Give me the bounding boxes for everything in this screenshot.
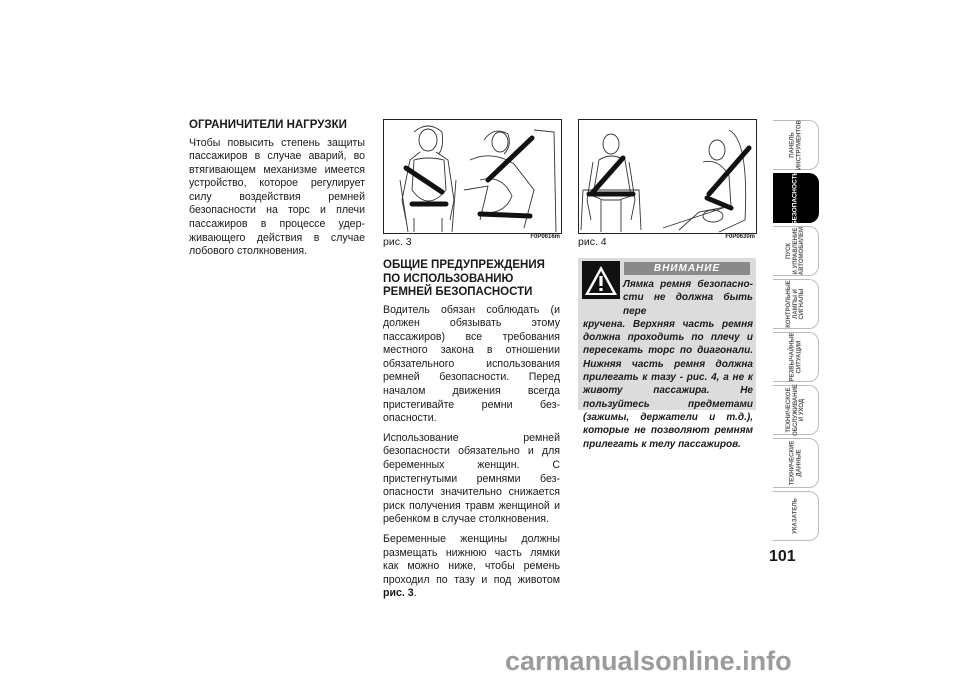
section-heading-load-limiters: ОГРАНИЧИТЕЛИ НАГРУЗКИ [189, 119, 347, 131]
tab-label: ПАНЕЛЬ ИНСТРУМЕНТОВ [788, 120, 802, 170]
tab-warning-lights[interactable] [773, 279, 819, 329]
tab-label: ПУСК И УПРАВЛЕНИЕ АВТОМОБИЛЕМ [785, 226, 805, 276]
tab-label: БЕЗОПАСНОСТЬ [791, 171, 799, 225]
tab-emergencies[interactable] [773, 332, 819, 382]
tab-label: РЕЗВЫЧАЙНЫЕ СИТУАЦИИ [788, 332, 802, 382]
warning-text-rest: кручена. Верхняя часть ремня должна проходить по плечу и пересекать торс по диагонали. Нижняя часть ремня должна прилегать к тазу - рис. 4, а не к животу пассажира. Не пользуйтесь предметами (зажимы, держатели и т.д.), которые не позволяют ремням прилегать к телу пассажиров. [583, 318, 753, 450]
tab-instrument-panel[interactable] [773, 120, 819, 170]
tab-starting-and-driving[interactable] [773, 226, 819, 276]
tab-safety[interactable] [773, 173, 819, 223]
tab-label: ТЕХНИЧЕСКОЕ ОБСЛУЖИВАНИЕ И УХОД [785, 384, 805, 436]
left-column [189, 119, 365, 265]
tab-label: КОНТРОЛЬНЫЕ ЛАМПЫ И СИГНАЛЫ [785, 280, 805, 328]
paragraph-load-limiters: Чтобы повысить степень защиты пассажиров в случае аварий, во втягивающем механизме имеется устройство, которое регулирует силу воздействия ремней безопасности на торс и плечи пассажиров в процессе удерживающего действия в случае лобового столкновения. [189, 136, 365, 258]
paragraph-belt-placement [383, 533, 560, 601]
paragraph-driver-obligation: Водитель обязан соблюдать (и должен обязывать этому пассажиров) все требования местного закона в отношении обязательного использования ремней безопасности. Перед началом движения всегда пристегивайте ремни безопасности. [383, 303, 560, 425]
paragraph-belt-placement-text: Беременные женщины должны размещать нижнюю часть лямки как можно ниже, чтобы ремень проходил по тазу и под животом [383, 533, 560, 586]
tab-maintenance[interactable] [773, 385, 819, 435]
figure-3-illustration [383, 119, 562, 234]
paragraph-pregnant-women: Использование ремней безопасности обязательно и для беременных женщин. С пристегнутыми ремнями безопасности значительно снижается риск получения травм женщиной и ребенком в случае столкновения. [383, 431, 560, 526]
tab-technical-data[interactable] [773, 438, 819, 488]
figure-4-drawing [579, 120, 756, 233]
tab-label: ТЕХНИЧЕСКИЕ ДАННЫЕ [788, 440, 802, 486]
warning-text-first: Лямка ремня безопасности не должна быть пере [623, 279, 753, 317]
warning-box [578, 258, 756, 450]
paragraph-belt-placement-end: . [413, 587, 417, 600]
figure-3-reference: рис. 3 [383, 587, 414, 600]
figure-3-caption: рис. 3 [383, 236, 412, 248]
figure-4-caption: рис. 4 [578, 236, 607, 248]
figure-3-drawing [384, 120, 561, 233]
warning-title: ВНИМАНИЕ [624, 262, 750, 275]
figure-4-illustration [578, 119, 757, 234]
warning-text [583, 278, 753, 451]
figure-3-code: F0P0616m [530, 234, 560, 240]
page-number: 101 [769, 548, 796, 565]
middle-column [383, 259, 560, 607]
watermark-text: carmanualsonline.info [505, 646, 792, 676]
tab-index[interactable] [773, 491, 819, 541]
figure-4-code: F0P0630m [725, 234, 755, 240]
tab-label: УКАЗАТЕЛЬ [792, 498, 799, 534]
section-heading-general-warnings: ОБЩИЕ ПРЕДУПРЕЖДЕНИЯ ПО ИСПОЛЬЗОВАНИЮ РЕМНЕЙ БЕЗОПАСНОСТИ [383, 259, 545, 298]
